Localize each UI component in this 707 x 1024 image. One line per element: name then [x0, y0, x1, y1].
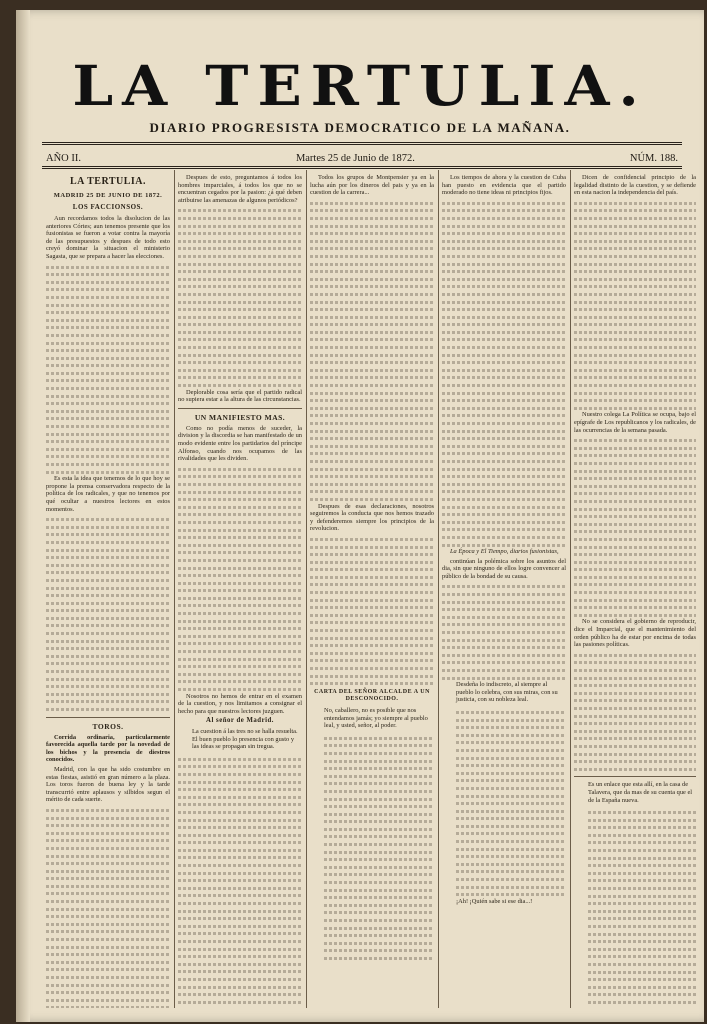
- article-paragraph: continúan la polémica sobre los asuntos del dia, sin que ninguno de ellos logre convencer al público de la bondad de su causa.: [442, 557, 566, 580]
- article-body-lines: [178, 465, 302, 693]
- article-body-lines: [310, 535, 434, 687]
- column-rule: [570, 170, 571, 1008]
- article-paragraph: No se considera el gobierno de reproducir, dice el Imparcial, que el mantenimiento del orden público ha de estar por encima de todas las pasiones políticas.: [574, 618, 696, 649]
- masthead-title: LA TERTULIA.: [72, 53, 648, 119]
- article-body-lines: [46, 263, 170, 476]
- poem-lines: [442, 708, 566, 898]
- place-date: MADRID 25 DE JUNIO DE 1872.: [53, 192, 163, 199]
- toros-lead: Corrida ordinaria, particularmente favorecida aquella tarde por la novedad de los bichos y la presencia de diestros conocidos.: [46, 733, 170, 764]
- page-fold-shadow: [16, 10, 30, 1022]
- article-body-lines: [178, 755, 302, 1008]
- poem: [178, 728, 302, 751]
- column-5: [574, 174, 696, 1008]
- column-1: [46, 174, 170, 1008]
- article-paragraph: Nosotros no hemos de entrar en el examen de la cuestion, y nos limitamos a consignar el hecho para que nuestros lectores juzguen.: [178, 692, 302, 715]
- section-divider: [46, 717, 170, 718]
- poem: [442, 681, 566, 704]
- masthead-subtitle: DIARIO PROGRESISTA DEMOCRATICO DE LA MAÑANA.: [149, 120, 571, 135]
- issue-year: AÑO II.: [46, 153, 81, 164]
- masthead-rule-top: [42, 142, 682, 145]
- article-title: La Época y El Tiempo, diarios fusionistas,: [450, 548, 559, 556]
- article-title: LOS FACCIONSOS.: [72, 203, 144, 211]
- column-3: [310, 174, 434, 1008]
- column-rule: [438, 170, 439, 1008]
- article-body-lines: [310, 199, 434, 503]
- poem-last-line: ¡Ah! ¡Quién sabe si ese dia...!: [456, 897, 533, 905]
- article-body-lines: [574, 651, 696, 773]
- article-paragraph: Despues de esto, preguntamos á todos los hombres imparciales, á todos los que no se encuentran cegados por la pasion: ¿á qué deben atribuirse las amenazas de algunos periódicos?: [178, 174, 302, 204]
- article-paragraph: Deplorable cosa sería que el partido radical no supiera estar a la altura de las circunstancias.: [178, 388, 302, 404]
- section-title: LA TERTULIA.: [69, 176, 147, 187]
- article-paragraph: Todos los grupos de Montpensier ya en la lucha aún por los dineros del pais y ya en la cuestion de la carrera...: [310, 174, 434, 197]
- poem-title: CARTA DEL SEÑOR ALCALDE A UN DESCONOCIDO.: [314, 688, 430, 703]
- column-rule: [174, 170, 175, 1008]
- article-body-lines: [442, 582, 566, 681]
- issue-date: Martes 25 de Junio de 1872.: [295, 153, 415, 164]
- article-paragraph: Despues de esas declaraciones, nosotros seguiremos la conducta que nos hemos trazado y defenderemos siempre los principios de la revolucion.: [310, 502, 434, 533]
- poem-lines: [310, 734, 434, 962]
- column-rule: [306, 170, 307, 1008]
- article-title: UN MANIFIESTO MAS.: [194, 412, 286, 422]
- poem: [574, 781, 696, 804]
- dateline: [46, 153, 678, 164]
- article-paragraph: Como no podía menos de suceder, la division y la discordia se han manifestado de un modo evidente entre los partidarios del príncipe Alfonso, cuando nos ocupamos de las rivalidades que les dividen.: [178, 424, 302, 463]
- article-paragraph: Nuestro colega La Política se ocupa, bajo el epígrafe de Los republicanos y los radicales, de las ocurrencias de la semana pasada.: [574, 411, 696, 434]
- article-paragraph: Dicen de confidencial principio de la legalidad distinto de la cuestion, y se defiende en esta nacion la independencia del país.: [574, 174, 696, 197]
- article-body-lines: [178, 206, 302, 388]
- toros-title: TOROS.: [92, 721, 124, 731]
- article-body-lines: [574, 199, 696, 412]
- article-paragraph: Aun recordamos todos la disolucion de las anteriores Córtes; aun tenemos presente que los fusionistas se fueron a votar contra la mayoría de las presupuestos y despues de todo esto creyó dominar la situacion el ministerio Sagasta, que se prepara a hacer las elecciones.: [46, 215, 170, 260]
- issue-number: NÚM. 188.: [629, 153, 678, 164]
- poem-text: La cuestion á las tres no se halla resuelta. El buen pueblo lo presencia con gusto y las ideas se propagan sin tregua.: [192, 727, 298, 751]
- toros-paragraph: Madrid, con la que ha sido costumbre en estas fiestas, asistió en gran número a la plaza. Los toros fueron de buena ley y la tarde transcurrió entre aplausos y silbidos segun el mérito de cada suerte.: [46, 765, 170, 804]
- masthead-rule-bottom: [42, 166, 682, 169]
- article-body-lines: [46, 515, 170, 712]
- poem-text: Desdeña lo indiscreto, al siempre al pueblo lo celebra, con sus miras, con su justicia, con su nobleza leal.: [456, 681, 558, 704]
- article-body-lines: [574, 436, 696, 618]
- article-paragraph: Es esta la idea que tenemos de lo que hoy se propone la prensa conservadora respecto de la política de los radicales, y que no tenemos por qué ocultar a nuestros lectores en estos momentos.: [46, 475, 170, 513]
- article-paragraph: Los tiempos de ahora y la cuestion de Cuba han puesto en evidencia que el partido moderado no tiene ideas ni principios fijos.: [442, 174, 566, 197]
- section-divider: [574, 776, 696, 777]
- poem-lines: [574, 808, 696, 1008]
- column-4: [442, 174, 566, 1008]
- article-body-lines: [46, 806, 170, 1008]
- article-body-lines: [442, 199, 566, 548]
- poem-text: No, caballero, no es posible que nos entendamos jamás; yo siempre al pueblo leal, y usted, señor, al poder.: [324, 706, 428, 730]
- poem-text: Es un enlace que esta allí, en la casa de Talavera, que da mas de su cuenta que el de la España nueva.: [588, 781, 693, 804]
- poem-title: Al señor de Madrid.: [206, 717, 274, 725]
- section-divider: [178, 408, 302, 409]
- poem: [310, 707, 434, 730]
- column-2: [178, 174, 302, 1008]
- newspaper-page: [16, 10, 704, 1022]
